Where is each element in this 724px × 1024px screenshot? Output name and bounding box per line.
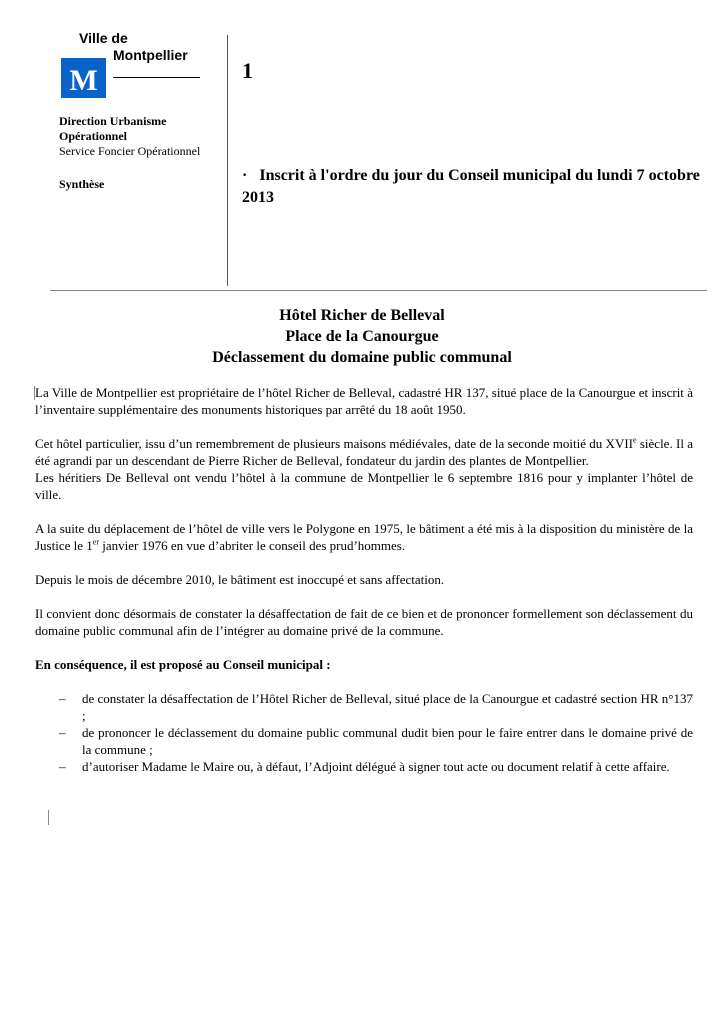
agenda-notice — [242, 165, 702, 209]
paragraph-2-text-b: siècle. Il a été agrandi par un descendant de Pierre Richer de Belleval, fondateur du jardin des plantes de Montpellier. — [35, 436, 693, 468]
dash-icon: – — [59, 725, 66, 740]
document-body — [35, 384, 693, 775]
paragraph-3: Les héritiers De Belleval ont vendu l’hôtel à la commune de Montpellier le 6 septembre 1816 pour y implanter l’hôtel de ville. — [35, 470, 693, 502]
proposal-intro-text: En conséquence, il est proposé au Conseil municipal : — [35, 657, 331, 672]
list-item-text: de prononcer le déclassement du domaine public communal dudit bien pour le faire entrer dans le domaine privé de la commune ; — [82, 725, 693, 757]
logo-letter: M — [69, 64, 98, 97]
title-line-2: Place de la Canourgue — [285, 328, 439, 345]
paragraph-4-superscript: er — [92, 537, 99, 547]
title-line-1: Hôtel Richer de Belleval — [279, 307, 445, 324]
list-item — [35, 758, 693, 775]
paragraph-4 — [35, 520, 693, 554]
paragraph-6: Il convient donc désormais de constater la désaffectation de fait de ce bien et de prononcer formellement son déclassement du domaine public communal afin de l’intégrer au domaine privé de la commune. — [35, 606, 693, 638]
logo-text-ville-de: Ville de — [79, 30, 128, 46]
city-logo-icon — [61, 58, 106, 98]
dash-icon: – — [59, 691, 66, 706]
page-number: 1 — [242, 58, 253, 83]
paragraph-5: Depuis le mois de décembre 2010, le bâtiment est inoccupé et sans affectation. — [35, 572, 445, 587]
paragraph-4-text-a: A la suite du déplacement de l’hôtel de ville vers le Polygone en 1975, le bâtiment a été mis à la disposition du ministère de la Justice le 1 — [35, 521, 693, 553]
bullet-icon: · — [242, 167, 248, 184]
paragraph-1: La Ville de Montpellier est propriétaire de l’hôtel Richer de Belleval, cadastré HR 137, situé place de la Canourgue et inscrit à l’inventaire supplémentaire des monuments historiques par arrêté du 18 août 1950. — [35, 385, 693, 417]
list-item — [35, 724, 693, 758]
service-name: Service Foncier Opérationnel — [59, 144, 201, 158]
paragraph-2 — [35, 435, 693, 469]
vertical-divider — [227, 35, 228, 286]
document-title-block — [0, 305, 724, 368]
title-line-3: Déclassement du domaine public communal — [212, 349, 512, 366]
text-cursor-end — [48, 810, 49, 825]
dash-icon: – — [59, 759, 66, 774]
list-item — [35, 690, 693, 724]
horizontal-divider — [50, 290, 707, 291]
synthese-label: Synthèse — [59, 177, 105, 191]
paragraph-2-text-a: Cet hôtel particulier, issu d’un remembrement de plusieurs maisons médiévales, date de la seconde moitié du XVII — [35, 436, 633, 451]
agenda-notice-text: Inscrit à l'ordre du jour du Conseil municipal du lundi 7 octobre 2013 — [242, 167, 700, 206]
list-item-text: d’autoriser Madame le Maire ou, à défaut, l’Adjoint délégué à signer tout acte ou document relatif à cette affaire. — [82, 759, 670, 774]
department-name-line1: Direction Urbanisme — [59, 114, 167, 128]
list-item-text: de constater la désaffectation de l’Hôtel Richer de Belleval, situé place de la Canourgue et cadastré section HR n°137 ; — [82, 691, 693, 723]
department-block — [59, 114, 200, 159]
proposal-intro — [35, 656, 693, 673]
logo-underline — [113, 77, 200, 78]
paragraph-2-superscript: e — [633, 435, 637, 445]
department-name-line2: Opérationnel — [59, 129, 127, 143]
paragraph-4-text-b: janvier 1976 en vue d’abriter le conseil des prud’hommes. — [98, 538, 406, 553]
logo-text-montpellier: Montpellier — [113, 47, 188, 63]
proposal-list — [35, 690, 693, 775]
